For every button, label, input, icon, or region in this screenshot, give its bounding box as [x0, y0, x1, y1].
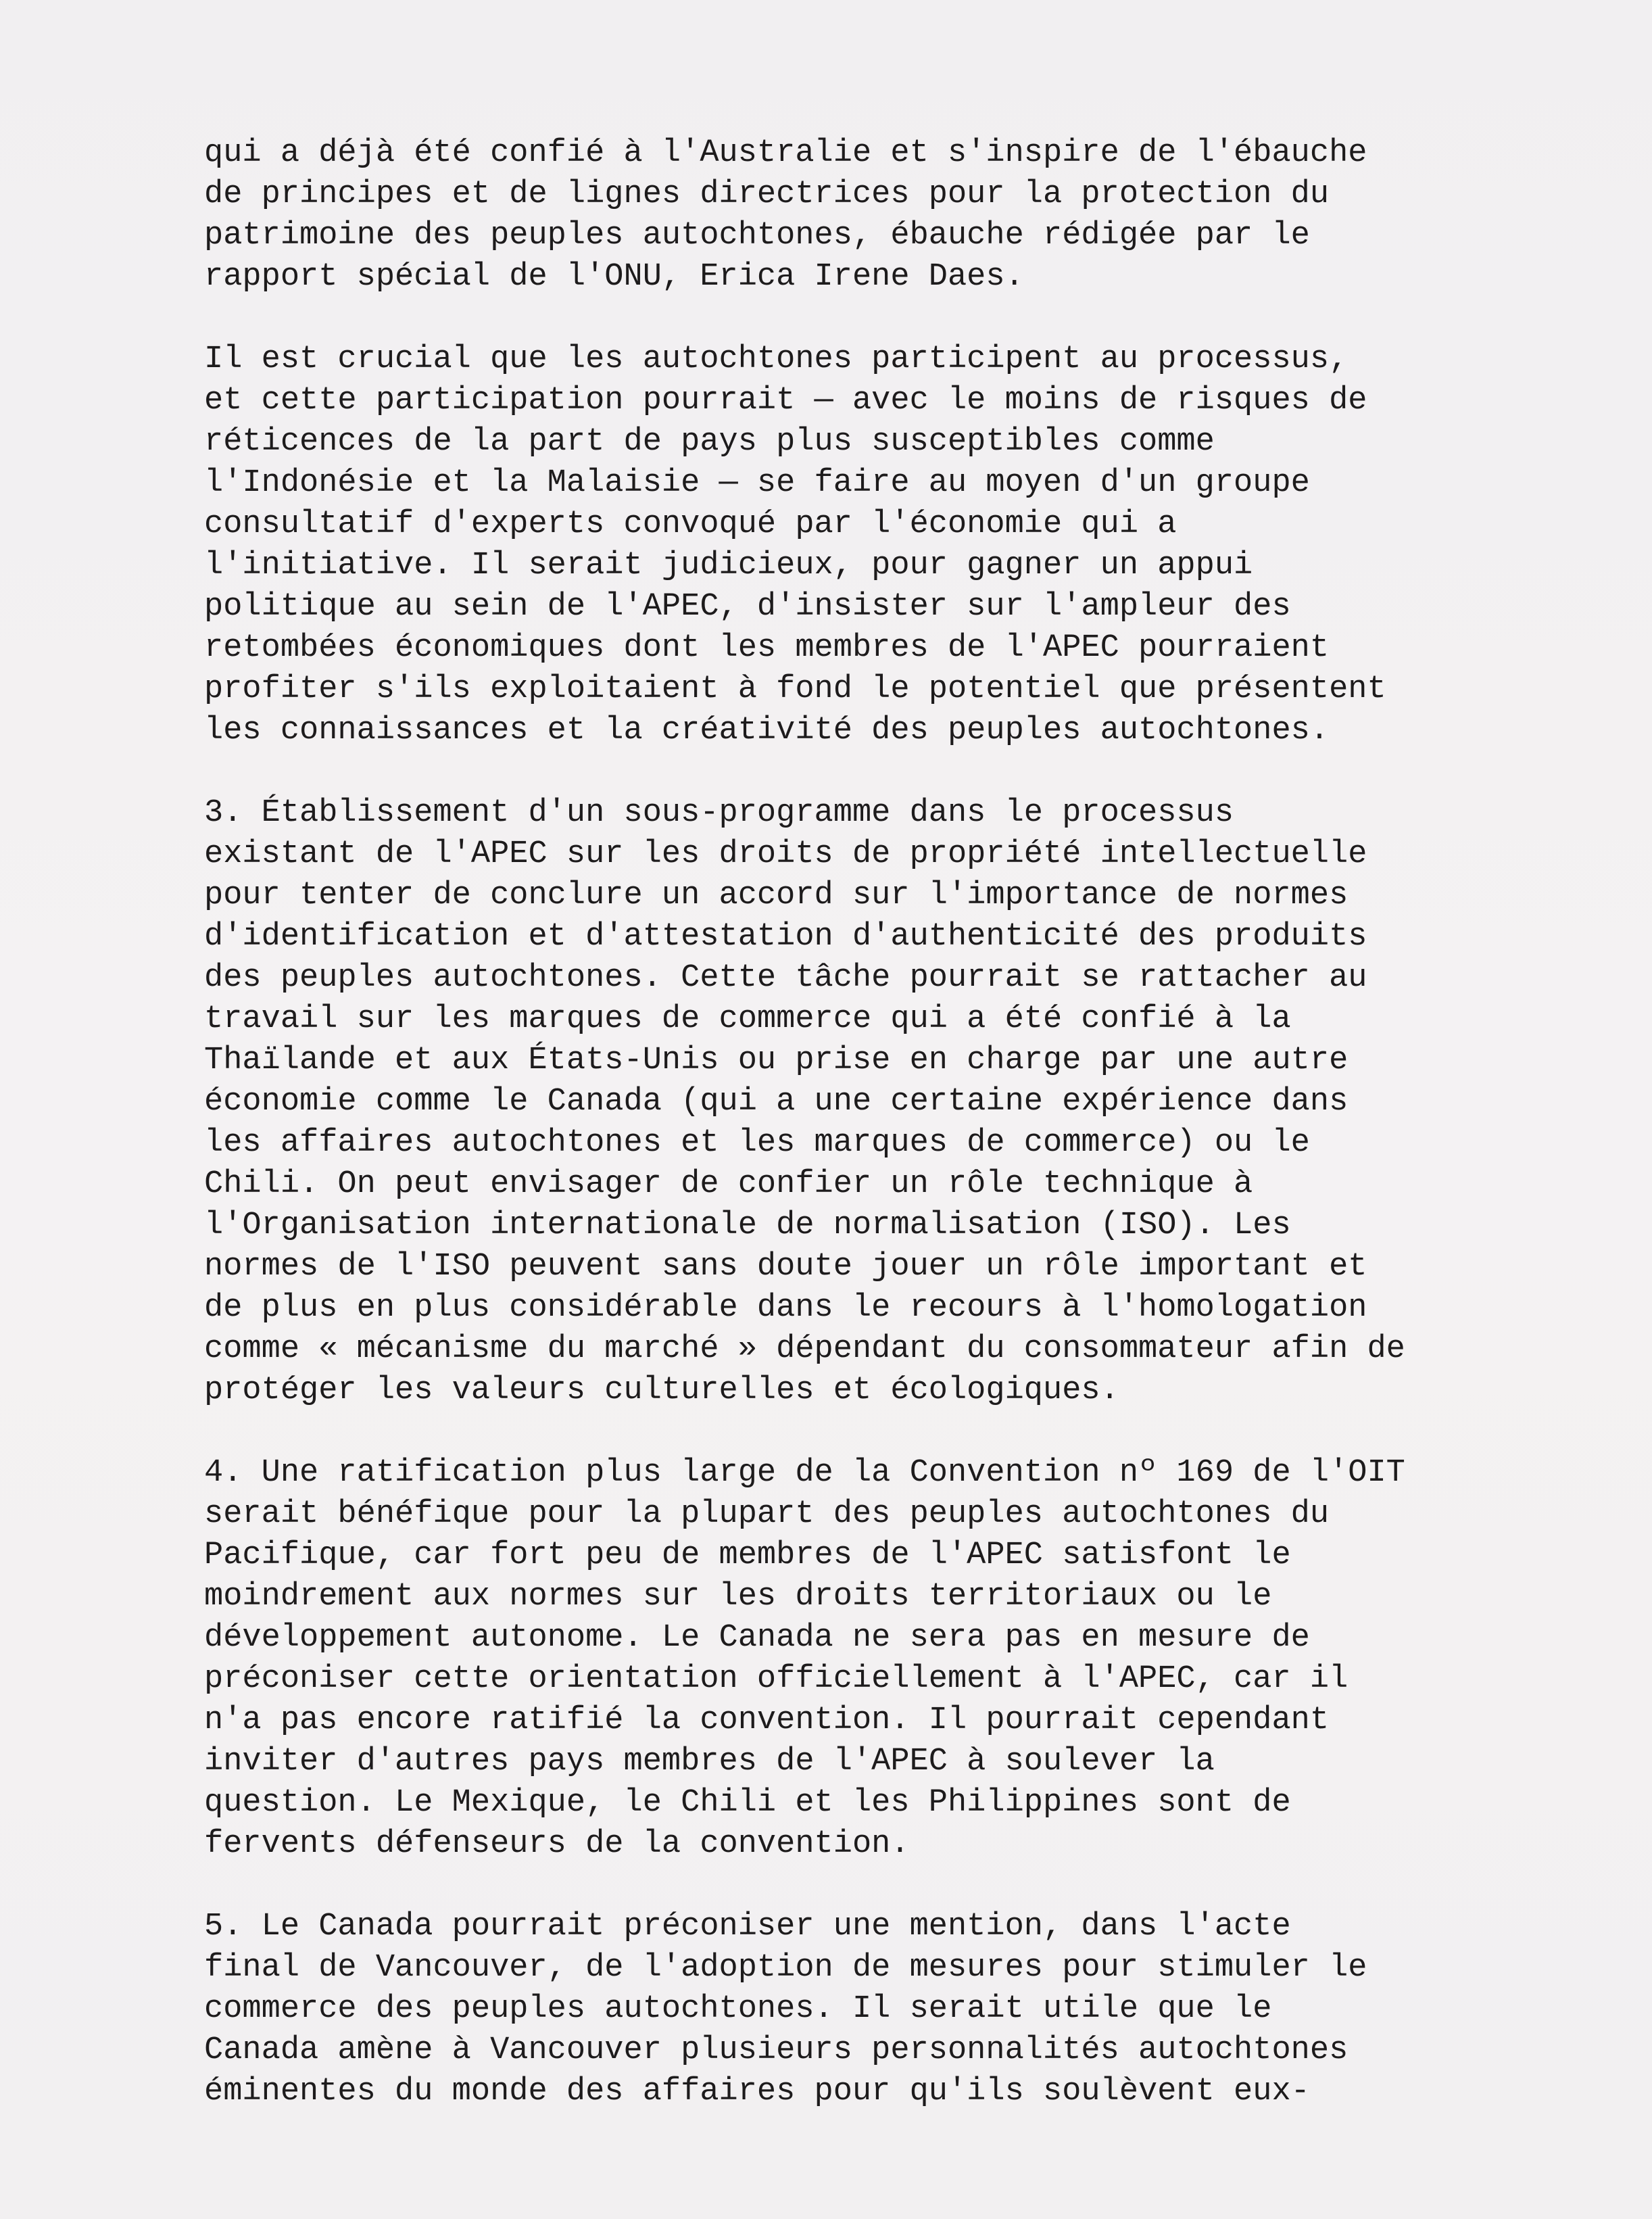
text-line: des peuples autochtones. Cette tâche pourrait se rattacher au [204, 960, 1367, 996]
text-line: existant de l'APEC sur les droits de propriété intellectuelle [204, 836, 1367, 872]
text-line: serait bénéfique pour la plupart des peuples autochtones du [204, 1496, 1330, 1532]
text-line: économie comme le Canada (qui a une certaine expérience dans [204, 1084, 1349, 1120]
text-line: profiter s'ils exploitaient à fond le potentiel que présentent [204, 671, 1386, 707]
text-line: normes de l'ISO peuvent sans doute jouer un rôle important et [204, 1249, 1367, 1285]
text-line: 3. Établissement d'un sous-programme dans le processus [204, 795, 1234, 831]
text-line: inviter d'autres pays membres de l'APEC à soulever la [204, 1744, 1215, 1780]
text-line: comme « mécanisme du marché » dépendant du consommateur afin de [204, 1331, 1405, 1367]
paragraph-item-4 [204, 1452, 1549, 1865]
text-line: 5. Le Canada pourrait préconiser une mention, dans l'acte [204, 1909, 1291, 1944]
document-body [204, 133, 1549, 2153]
text-line: retombées économiques dont les membres de l'APEC pourraient [204, 630, 1330, 666]
text-line: Thaïlande et aux États-Unis ou prise en charge par une autre [204, 1043, 1349, 1078]
text-line: développement autonome. Le Canada ne sera pas en mesure de [204, 1620, 1310, 1656]
text-line: consultatif d'experts convoqué par l'économie qui a [204, 506, 1177, 542]
text-line: protéger les valeurs culturelles et écologiques. [204, 1373, 1119, 1408]
text-line: de principes et de lignes directrices pour la protection du [204, 176, 1330, 212]
text-line: Pacifique, car fort peu de membres de l'APEC satisfont le [204, 1537, 1291, 1573]
text-line: Il est crucial que les autochtones participent au processus, [204, 341, 1349, 377]
paragraph-continuation [204, 133, 1549, 297]
text-line: Chili. On peut envisager de confier un rôle technique à [204, 1166, 1253, 1202]
text-line: éminentes du monde des affaires pour qu'ils soulèvent eux- [204, 2074, 1310, 2109]
text-line: patrimoine des peuples autochtones, ébauche rédigée par le [204, 218, 1310, 254]
text-line: d'identification et d'attestation d'authenticité des produits [204, 919, 1367, 955]
text-line: et cette participation pourrait — avec le moins de risques de [204, 383, 1367, 419]
text-line: de plus en plus considérable dans le recours à l'homologation [204, 1290, 1367, 1326]
text-line: réticences de la part de pays plus susceptibles comme [204, 424, 1215, 460]
text-line: moindrement aux normes sur les droits territoriaux ou le [204, 1579, 1272, 1615]
text-line: final de Vancouver, de l'adoption de mesures pour stimuler le [204, 1950, 1367, 1986]
text-line: Canada amène à Vancouver plusieurs personnalités autochtones [204, 2032, 1349, 2068]
text-line: n'a pas encore ratifié la convention. Il pourrait cependant [204, 1702, 1330, 1738]
paragraph-participation [204, 339, 1549, 751]
text-line: commerce des peuples autochtones. Il serait utile que le [204, 1991, 1272, 2027]
text-line: travail sur les marques de commerce qui a été confié à la [204, 1001, 1291, 1037]
text-line: rapport spécial de l'ONU, Erica Irene Daes. [204, 259, 1024, 295]
text-line: l'initiative. Il serait judicieux, pour gagner un appui [204, 548, 1253, 583]
text-line: 4. Une ratification plus large de la Convention nº 169 de l'OIT [204, 1455, 1405, 1491]
text-line: préconiser cette orientation officiellement à l'APEC, car il [204, 1661, 1349, 1697]
text-line: question. Le Mexique, le Chili et les Philippines sont de [204, 1785, 1291, 1821]
text-line: l'Indonésie et la Malaisie — se faire au moyen d'un groupe [204, 465, 1310, 501]
text-line: les connaissances et la créativité des peuples autochtones. [204, 713, 1330, 748]
text-line: pour tenter de conclure un accord sur l'importance de normes [204, 878, 1349, 913]
text-line: les affaires autochtones et les marques de commerce) ou le [204, 1125, 1310, 1161]
paragraph-item-3 [204, 792, 1549, 1411]
text-line: fervents défenseurs de la convention. [204, 1826, 910, 1862]
text-line: l'Organisation internationale de normalisation (ISO). Les [204, 1208, 1291, 1243]
text-line: politique au sein de l'APEC, d'insister sur l'ampleur des [204, 589, 1291, 625]
paragraph-item-5 [204, 1906, 1549, 2112]
text-line: qui a déjà été confié à l'Australie et s'inspire de l'ébauche [204, 135, 1367, 171]
